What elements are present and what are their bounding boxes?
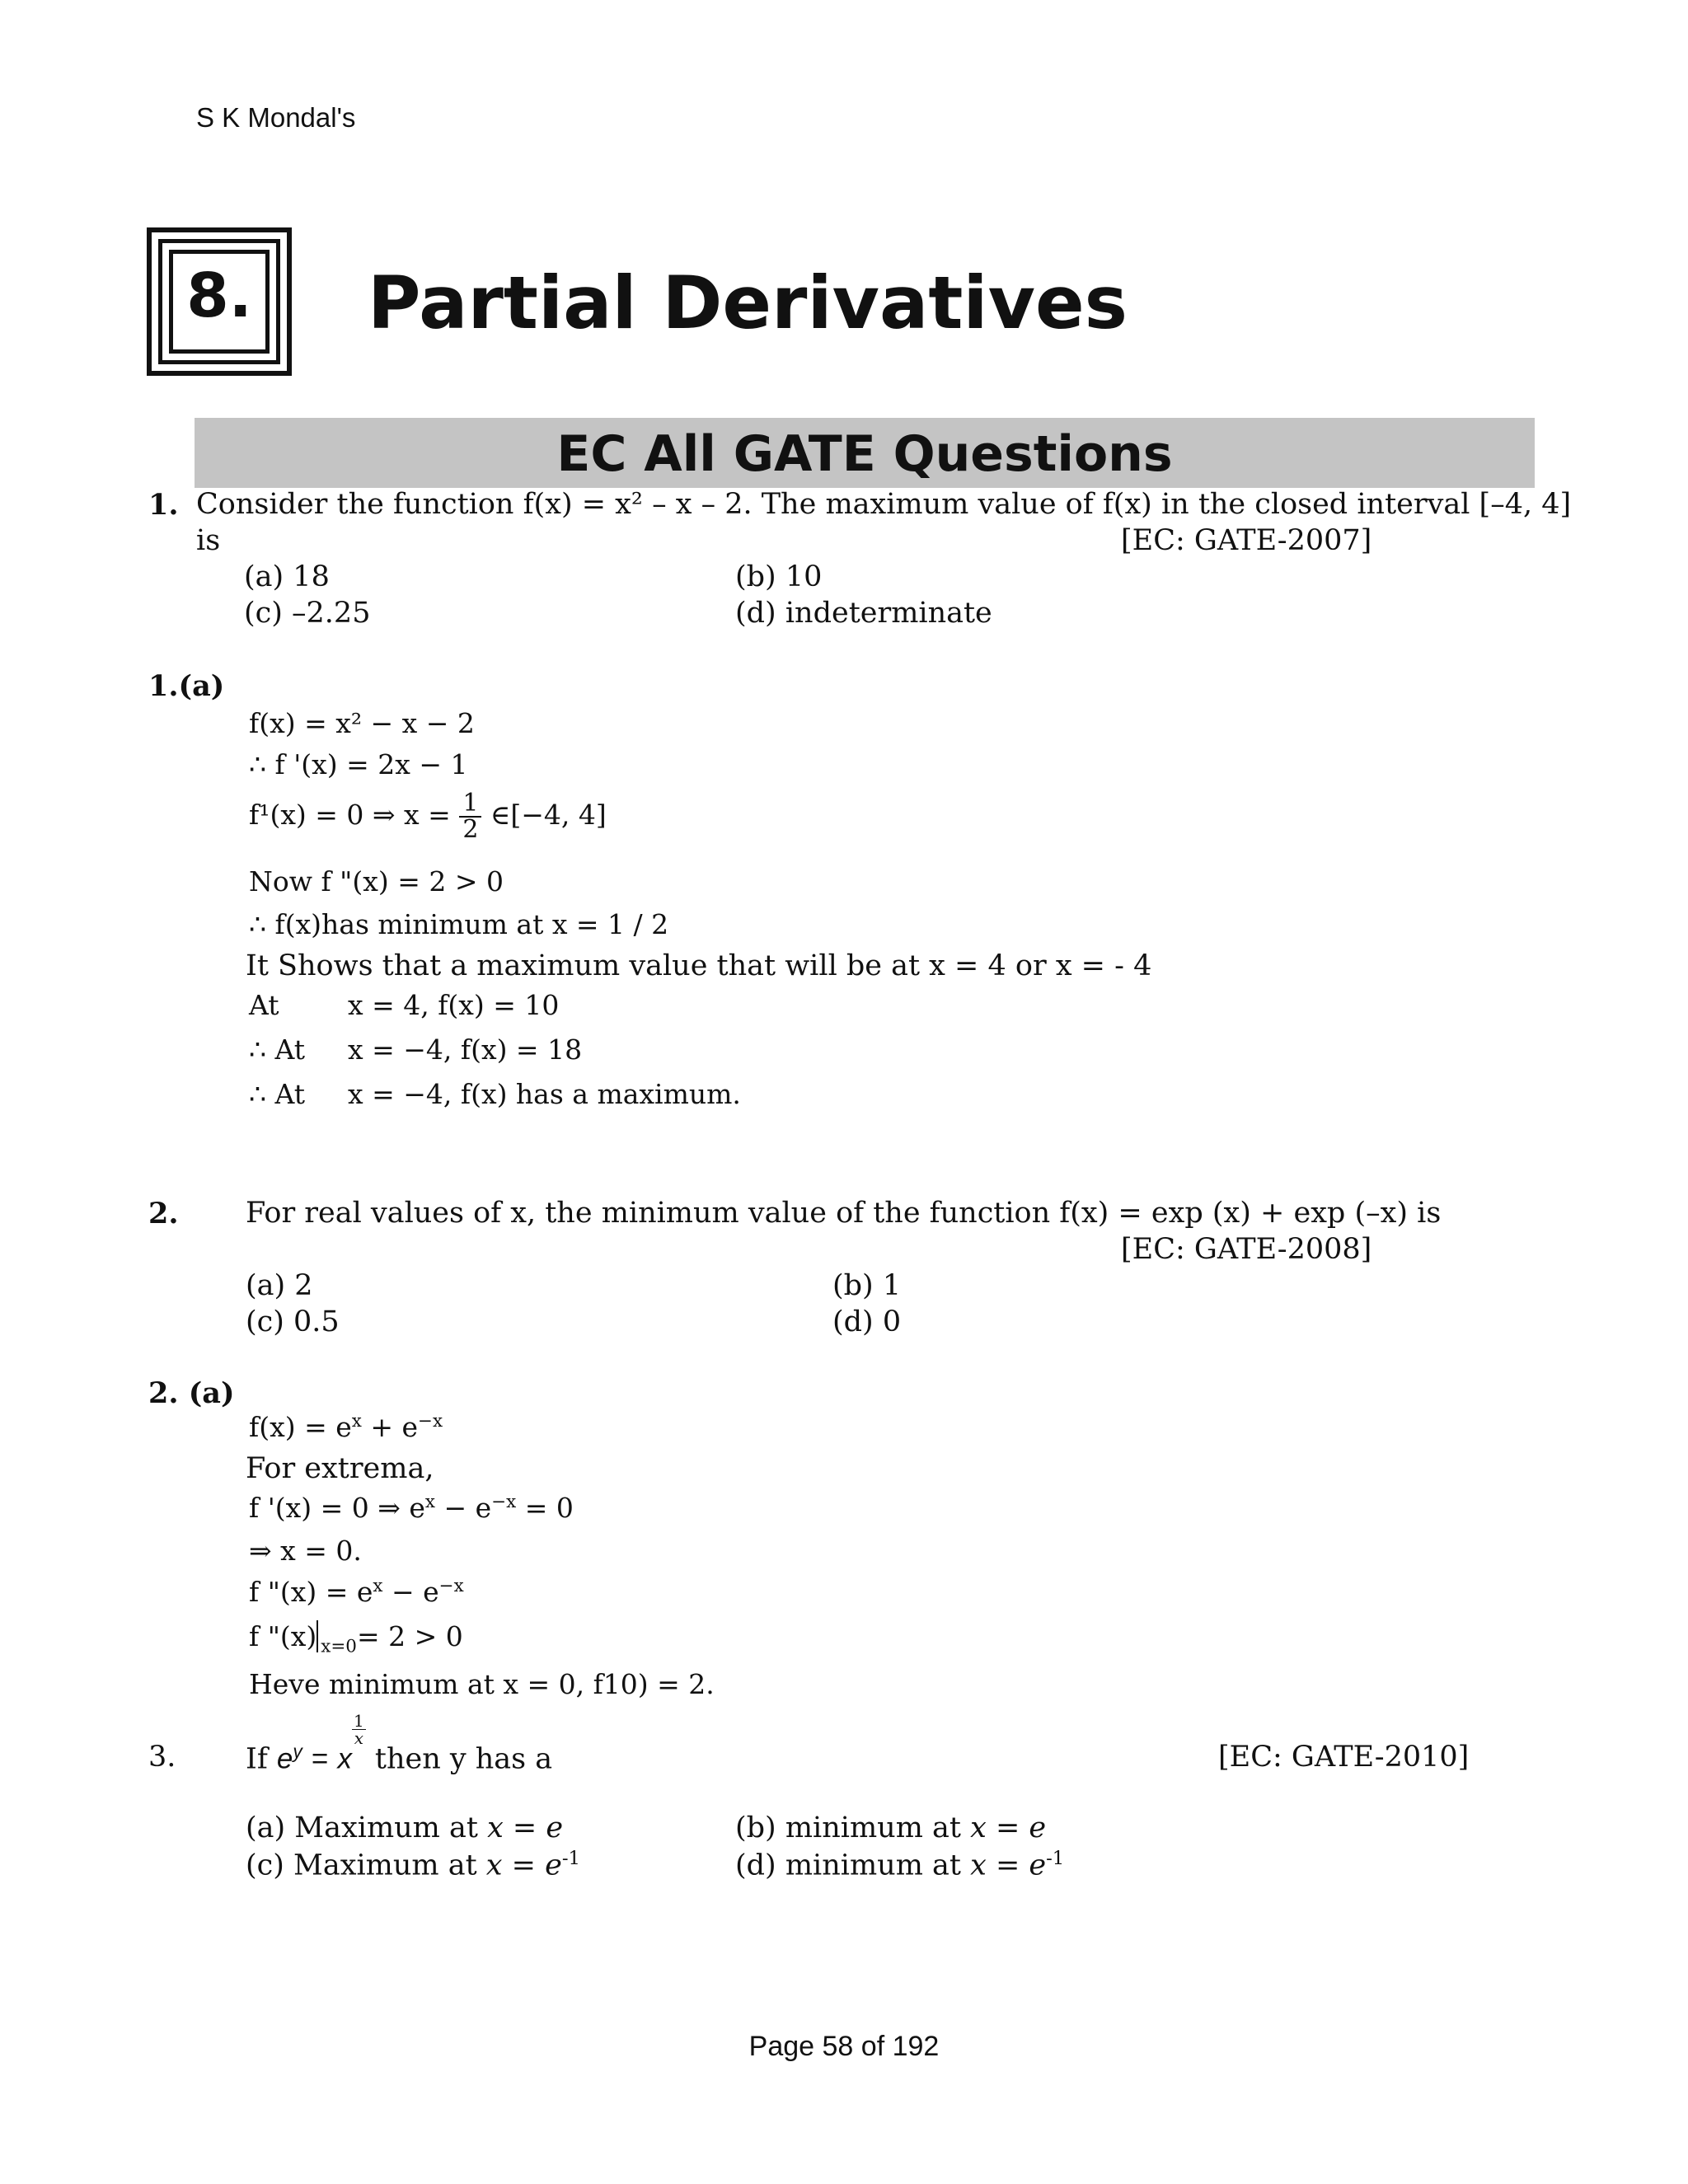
option-a: (a) 18: [244, 560, 330, 593]
question-text: Consider the function f(x) = x² – x – 2. The maximum value of f(x) in the closed interval [–4, 4]: [196, 488, 1572, 521]
answer-label: 2. (a): [148, 1376, 235, 1410]
exam-source: [EC: GATE-2007]: [1121, 524, 1372, 557]
question-text: For real values of x, the minimum value of the function f(x) = exp (x) + exp (–x) is: [246, 1197, 1442, 1230]
question-text: is: [196, 524, 221, 557]
solution-line-label: ∴ At: [249, 1078, 305, 1110]
solution-line: x = 4, f(x) = 10: [348, 989, 560, 1021]
solution-line-label: ∴ At: [249, 1033, 305, 1066]
solution-line-label: At: [249, 989, 279, 1021]
option-c: (c) –2.25: [244, 597, 371, 630]
question-text: If $e^y = x$ $\frac{1}{x}$ then y has a: [246, 1711, 553, 1776]
option-d: (d) 0: [832, 1305, 902, 1338]
solution-line: x = −4, f(x) = 18: [348, 1033, 583, 1066]
option-d: (d) indeterminate: [735, 597, 992, 630]
solution-line: f '(x) = 0 ⇒ $e^x - e^{-x} = 0$: [249, 1492, 574, 1524]
option-b: (b) 1: [832, 1269, 902, 1302]
option-a: (a) Maximum at x = e: [246, 1811, 564, 1844]
question-number: 3.: [148, 1741, 176, 1774]
page-number: Page 58 of 192: [748, 2031, 940, 2062]
solution-line: Now f "(x) = 2 > 0: [249, 865, 504, 898]
option-c: (c) Maximum at $x = e^{-1}$: [246, 1848, 580, 1882]
solution-line: f(x) = x² − x − 2: [249, 707, 475, 739]
chapter-number-box: [147, 227, 292, 376]
question-number: 1.: [148, 488, 179, 522]
chapter-number: 8.: [186, 260, 252, 331]
solution-line: f "(x) $_{x=0}$= 2 > 0: [249, 1620, 463, 1657]
option-a: (a) 2: [246, 1269, 313, 1302]
running-header: S K Mondal's: [196, 102, 356, 133]
exam-source: [EC: GATE-2010]: [1218, 1741, 1470, 1774]
option-b: (b) minimum at x = e: [735, 1811, 1047, 1844]
solution-line: f¹(x) = 0 ⇒ x = $\frac{1}{2}$ ∈[−4, 4]: [249, 789, 607, 844]
answer-label: 1.(a): [148, 669, 225, 703]
section-banner: [195, 418, 1535, 488]
question-number: 2.: [148, 1197, 179, 1230]
solution-line: ⇒ x = 0.: [249, 1535, 362, 1567]
option-b: (b) 10: [735, 560, 823, 593]
solution-line: For extrema,: [246, 1452, 434, 1485]
solution-line: It Shows that a maximum value that will be at x = 4 or x = - 4: [246, 949, 1152, 982]
chapter-title: Partial Derivatives: [368, 260, 1128, 345]
exam-source: [EC: GATE-2008]: [1121, 1233, 1372, 1266]
solution-line: ∴ f '(x) = 2x − 1: [249, 748, 468, 780]
solution-line: $f(x) = e^x + e^{-x}$: [249, 1411, 443, 1443]
option-d: (d) minimum at $x = e^{-1}$: [735, 1848, 1065, 1882]
section-title: EC All GATE Questions: [556, 425, 1173, 483]
solution-line: x = −4, f(x) has a maximum.: [348, 1078, 741, 1110]
solution-line: f "$(x) = e^x - e^{-x}$: [249, 1576, 464, 1608]
solution-line: ∴ f(x)has minimum at x = 1 / 2: [249, 908, 669, 940]
option-c: (c) 0.5: [246, 1305, 340, 1338]
solution-line: Heve minimum at x = 0, f10) = 2.: [249, 1668, 715, 1700]
